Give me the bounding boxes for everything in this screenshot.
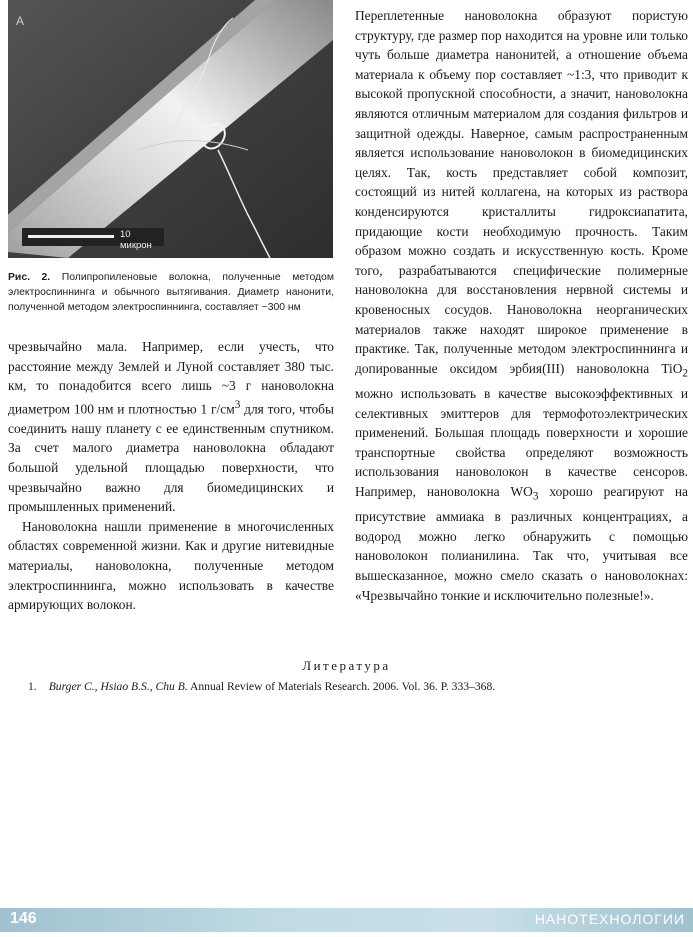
literature-title: Литература [302, 658, 391, 673]
scale-bar-label: 10 микрон [120, 229, 152, 251]
right-p1-c: хорошо реагируют на присутствие аммиака в различных концентрациях, а водород можно легко обнаружить с помощью нановолокон полианилина. Так что, учитывая все вышесказанное, можно смело сказать о нановолокнах: «Чрезвычайно тонкие и исключительно полезные!». [355, 483, 688, 603]
reference-item [28, 679, 688, 695]
left-p1-sup: 3 [234, 398, 241, 411]
reference-number: 1. [28, 680, 37, 693]
figure-caption [8, 270, 334, 315]
left-p1-text: чрезвычайно мала. Например, если учесть, что расстояние между Землей и Луной составляет 380 тыс. км, то понадобится всего лишь ~3 г нановолокна диаметром 100 нм и плотностью 1 г/см [8, 339, 334, 417]
scale-bar [22, 228, 164, 251]
right-p1-sub1: 2 [682, 367, 688, 380]
right-p1-a: Переплетенные нановолокна образуют пористую структуру, где размер пор находится на уровне или только чуть больше диаметра нанонитей, а отношение объема материала к объему пор составляет ~1:3, что приводит к высокой пропускной способности, а значит, нановолокна являются отличным материалом для создания фильтров и защитной одежды. Наверное, самым распространенным является использование нановолокон в биомедицинских целях. Так, кость представляет собой композит, состоящий из нитей коллагена, на которых из раствора конденсируются кристаллиты гидроксиапатита, придающие кости необходимую прочность. Таким образом можно создать и искусственную кость. Кроме того, разрабатываются специфические полимерные нановолокна для восстановления нервной системы и кровеносных сосудов. Нановолокна неорганических материалов также находят широкое применение в практике. Так, полученные методом электроспиннинга и допированные оксидом эрбия(III) нановолокна TiO [355, 8, 688, 376]
page-footer [0, 908, 693, 932]
journal-name: НАНОТЕХНОЛОГИИ [534, 911, 685, 927]
sem-micrograph [8, 0, 333, 258]
fiber-image [8, 0, 333, 258]
panel-letter: A [16, 14, 25, 28]
page-number: 146 [10, 910, 37, 927]
reference-authors: Burger C., Hsiao B.S., Chu B. [48, 680, 188, 693]
right-p1-sub2: 3 [532, 490, 539, 503]
left-paragraph-1 [8, 337, 334, 517]
left-p1-tail: для того, чтобы соединить нашу планету с ее единственным спутником. За счет малого диаметра нановолокна обладают большой удельной площадью поверхности, что чрезвычайно важно для биомедицинских и промышленных применений. [8, 401, 334, 515]
caption-text: Полипропиленовые волокна, полученные методом электроспиннинга и обычного вытягивания. Диаметр нанонити, полученной методом электроспиннинга, составляет ~300 нм [8, 272, 334, 313]
caption-label: Рис. 2. [8, 272, 51, 283]
right-paragraph-1 [355, 6, 688, 605]
left-column [8, 337, 334, 615]
right-column [355, 6, 688, 605]
left-paragraph-2: Нановолокна нашли применение в многочисленных областях современной жизни. Как и другие нитевидные материалы, нановолокна, полученные методом электроспиннинга, можно использовать в качестве армирующих волокон. [8, 518, 334, 613]
reference-source: Annual Review of Materials Research. 2006. Vol. 36. P. 333–368. [187, 680, 496, 693]
right-p1-b: можно использовать в качестве высокоэффективных и селективных эмиттеров для термофотоэлектрических применений. Большая площадь поверхности и хорошие транспортные свойства определяют возможность использования нановолокон в качестве сенсоров. Например, нановолокна WO [355, 385, 688, 499]
scale-bar-line [28, 235, 114, 238]
